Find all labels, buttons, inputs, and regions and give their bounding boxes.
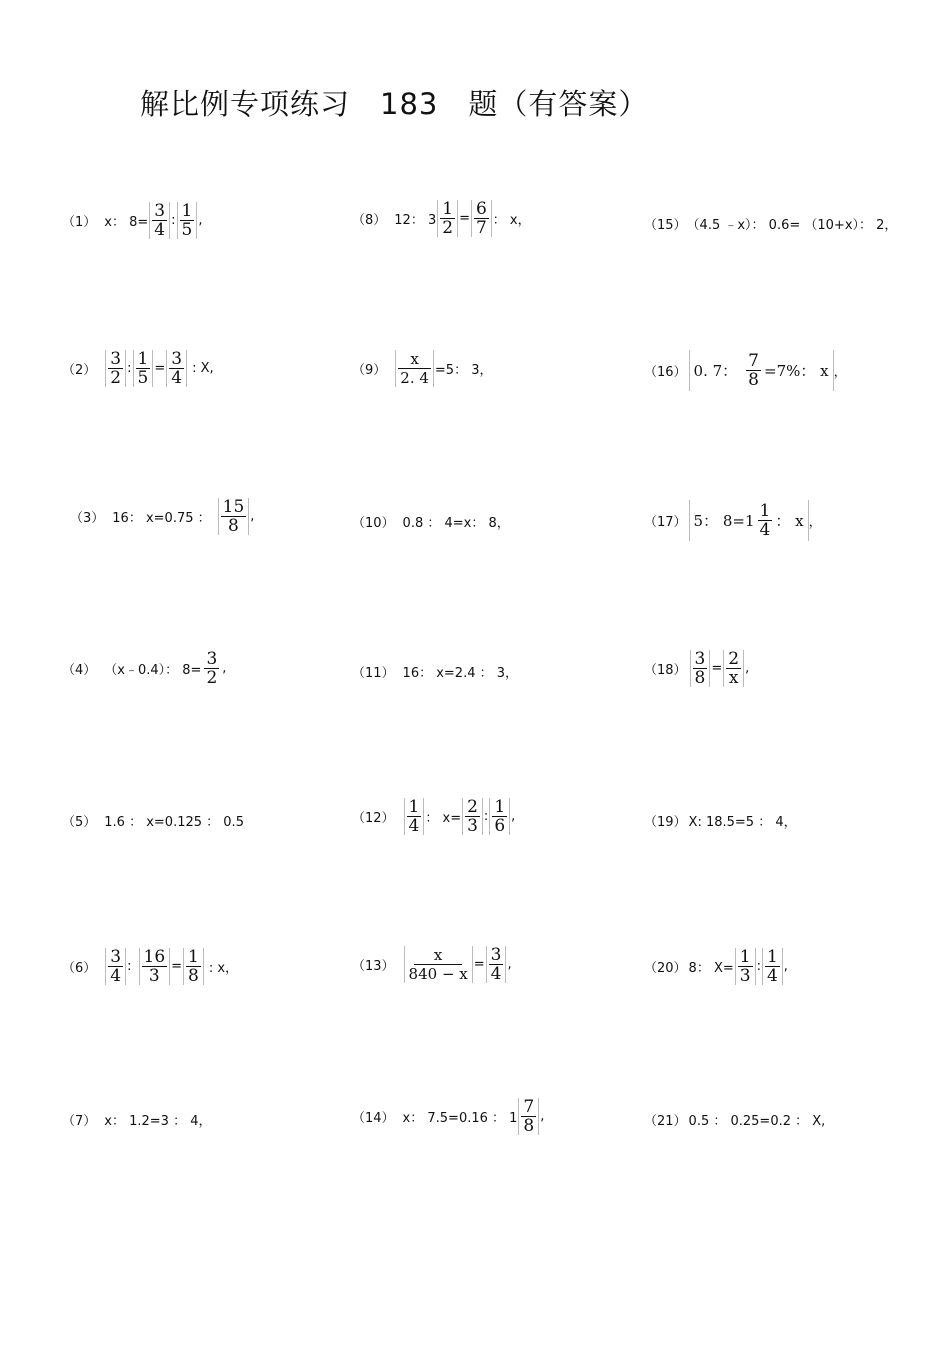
fraction: $\frac{6}{7}$ [471, 200, 492, 237]
expression-text: : [171, 213, 176, 228]
expression-text: 0.8 ： 4=x： 8， [402, 516, 510, 531]
expression-text: 1.6 ： x=0.125 ： 0.5 [104, 815, 244, 830]
fraction: $\frac{1}{3}$ [735, 948, 756, 985]
fraction: $\frac{3}{4}$ [486, 946, 507, 983]
expression-text: = [171, 959, 183, 974]
fraction: $\frac{16}{3}$ [139, 948, 171, 985]
problem-5 [62, 811, 244, 830]
problem-11 [352, 662, 518, 681]
problem-12 [352, 798, 515, 835]
fraction: $\frac{2}{3}$ [462, 798, 483, 835]
expression-text: , [511, 809, 516, 824]
problem-number: （18） [644, 663, 687, 678]
fraction: $\frac{3}{4}$ [149, 202, 170, 239]
expression-text: = [459, 211, 470, 226]
problem-number: （13） [352, 959, 395, 974]
expression-text: : X, [192, 361, 214, 376]
fraction: $\frac{1}{8}$ [183, 948, 204, 985]
fraction: $\frac{3}{4}$ [166, 350, 187, 387]
problem-number: （10） [352, 516, 395, 531]
problem-15 [644, 214, 897, 233]
problem-number: （4） [62, 663, 97, 678]
problem-19 [644, 811, 797, 830]
problem-number: （12） [352, 811, 395, 826]
expression-text: : [127, 361, 132, 376]
expression-text: （x﹣0.4）： 8= [104, 663, 202, 678]
expression-text: 0.5 ： 0.25=0.2 ： X, [688, 1114, 826, 1129]
problem-number: （7） [62, 1114, 97, 1129]
problem-18 [644, 650, 749, 687]
expression-text: , [745, 661, 750, 676]
problem-number: （19） [644, 815, 687, 830]
fraction: $\frac{1}{5}$ [133, 350, 154, 387]
expression-text: , [783, 959, 788, 974]
fraction: $\frac{3}{8}$ [690, 650, 711, 687]
fraction: $\frac{15}{8}$ [218, 498, 250, 535]
problem-number: （21） [644, 1114, 687, 1129]
problem-number: （8） [352, 213, 387, 228]
problem-number: （11） [352, 666, 395, 681]
expression-text: , [540, 1109, 545, 1124]
expression-text: x： 8= [104, 215, 149, 230]
fraction: $\frac{7}{8}$ [748, 351, 759, 390]
problem-number: （15） [644, 218, 687, 233]
expression-text: : [756, 959, 761, 974]
equation-image: 0. 7： $\frac{7}{8}$ =7%： x [689, 350, 834, 391]
expression-text: = [711, 661, 723, 676]
fraction: $\frac{3}{4}$ [105, 948, 126, 985]
page-title: 解比例专项练习 183 题（有答案） [140, 87, 649, 121]
expression-text: , [222, 661, 227, 676]
problem-number: （1） [62, 215, 97, 230]
expression-text: （4.5 ﹣x）： 0.6= （10+x）： 2， [686, 218, 898, 233]
fraction: $\frac{1}{2}$ [437, 200, 458, 237]
expression-text: X: 18.5=5 ： 4， [688, 815, 797, 830]
fraction: $\frac{3}{2}$ [206, 649, 218, 688]
expression-text: 12： 3 [394, 213, 437, 228]
problem-17 [644, 500, 822, 541]
problem-9 [352, 350, 492, 387]
fraction: $\frac{1}{4}$ [404, 798, 425, 835]
expression-text: , [198, 213, 203, 228]
problem-number: （5） [62, 815, 97, 830]
expression-text: ： x， [492, 213, 531, 228]
expression-text: ： x= [425, 811, 462, 826]
problem-3 [70, 498, 254, 535]
problem-number: （17） [644, 515, 687, 530]
expression-text: = [473, 957, 485, 972]
problem-number: （3） [70, 511, 105, 526]
problem-20 [644, 948, 788, 985]
expression-text: : [483, 809, 489, 824]
problem-16 [644, 350, 847, 391]
expression-text: x： 7.5=0.16 ： 1 [402, 1111, 518, 1126]
problem-number: （9） [352, 363, 387, 378]
problem-4 [62, 650, 226, 687]
problem-10 [352, 512, 510, 531]
problem-number: （20） [644, 961, 687, 976]
expression-text: x： 1.2=3 ： 4， [104, 1114, 212, 1129]
problem-1 [62, 202, 202, 239]
problem-14 [352, 1098, 544, 1135]
expression-text: =5： 3， [434, 363, 493, 378]
expression-text: ， [808, 515, 822, 530]
fraction: $\frac{1}{5}$ [177, 202, 198, 239]
problem-number: （2） [62, 363, 97, 378]
fraction: $\frac{x}{840 - x}$ [404, 946, 473, 983]
fraction: $\frac{1}{4}$ [759, 501, 771, 540]
problem-8 [352, 200, 531, 237]
fraction: $\frac{1}{6}$ [489, 798, 510, 835]
expression-text: ， [833, 365, 847, 380]
expression-text: , [250, 509, 255, 524]
fraction: $\frac{2}{x}$ [723, 650, 744, 687]
expression-text: = [154, 361, 166, 376]
fraction: $\frac{x}{2. 4}$ [395, 350, 434, 387]
expression-text: : x， [208, 961, 239, 976]
problem-number: （6） [62, 961, 97, 976]
expression-text: 16： x=0.75 ： [112, 511, 211, 526]
problem-21 [644, 1110, 825, 1129]
expression-text: : [127, 959, 132, 974]
expression-text: 8： X= [688, 961, 734, 976]
fraction: $\frac{7}{8}$ [518, 1098, 539, 1135]
problem-13 [352, 946, 512, 983]
problem-2 [62, 350, 214, 387]
problem-6 [62, 948, 238, 985]
problem-number: （14） [352, 1111, 395, 1126]
expression-text: , [507, 957, 512, 972]
fraction: $\frac{1}{4}$ [762, 948, 783, 985]
problem-7 [62, 1110, 211, 1129]
equation-image: 5： 8=1 $\frac{1}{4}$ ： x [689, 500, 809, 541]
fraction: $\frac{3}{2}$ [105, 350, 126, 387]
problem-number: （16） [644, 365, 687, 380]
expression-text: 16： x=2.4 ： 3， [402, 666, 519, 681]
